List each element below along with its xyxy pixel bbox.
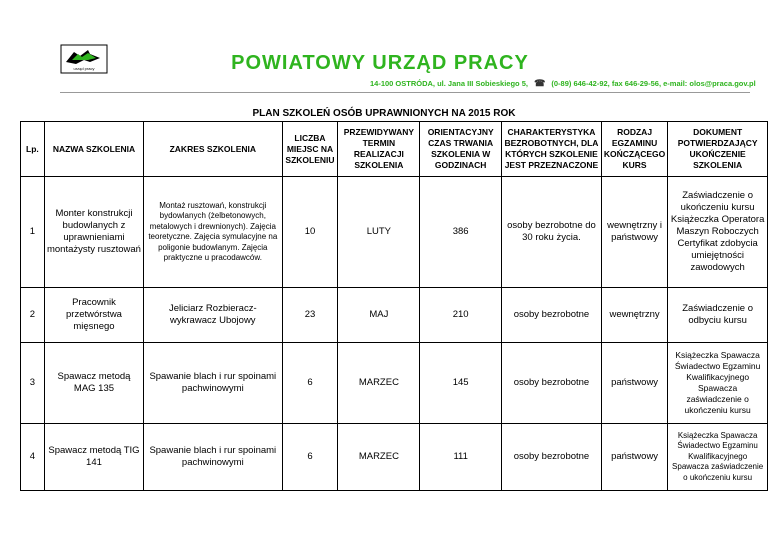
cell-document: Zaświadczenie o ukończeniu kursu Książeczka Operatora Maszyn Roboczych Certyfikat zdobycia umiejętności zawodowych — [668, 177, 768, 288]
cell-target: osoby bezrobotne do 30 roku życia. — [502, 177, 602, 288]
logo — [60, 44, 108, 74]
header-divider — [60, 92, 750, 93]
cell-scope: Spawanie blach i rur spoinami pachwinowymi — [144, 343, 282, 424]
cell-hours: 386 — [420, 177, 502, 288]
cell-hours: 145 — [420, 343, 502, 424]
cell-term: LUTY — [338, 177, 420, 288]
cell-target: osoby bezrobotne — [502, 343, 602, 424]
cell-term: MARZEC — [338, 343, 420, 424]
cell-name: Spawacz metodą TIG 141 — [44, 424, 143, 491]
address-text: 14-100 OSTRÓDA, ul. Jana III Sobieskiego 5, — [370, 79, 528, 88]
cell-places: 6 — [282, 343, 338, 424]
cell-places: 23 — [282, 288, 338, 343]
column-header: CHARAKTERYSTYKA BEZROBOTNYCH, DLA KTÓRYCH SZKOLENIE JEST PRZEZNACZONE — [502, 122, 602, 177]
cell-lp: 4 — [21, 424, 45, 491]
table-row — [21, 424, 768, 491]
svg-text:urząd pracy: urząd pracy — [73, 66, 95, 71]
cell-hours: 210 — [420, 288, 502, 343]
address-line — [370, 78, 756, 89]
cell-exam: wewnętrzny i państwowy — [601, 177, 667, 288]
column-header: NAZWA SZKOLENIA — [44, 122, 143, 177]
cell-lp: 2 — [21, 288, 45, 343]
cell-exam: wewnętrzny — [601, 288, 667, 343]
cell-document: Książeczka Spawacza Świadectwo Egzaminu Kwalifikacyjnego Spawacza zaświadczenie o ukończeniu kursu — [668, 343, 768, 424]
cell-name: Monter konstrukcji budowlanych z uprawnieniami montażysty rusztowań — [44, 177, 143, 288]
column-header: DOKUMENT POTWIERDZAJĄCY UKOŃCZENIE SZKOLENIA — [668, 122, 768, 177]
cell-target: osoby bezrobotne — [502, 288, 602, 343]
cell-exam: państwowy — [601, 343, 667, 424]
cell-document: Zaświadczenie o odbyciu kursu — [668, 288, 768, 343]
cell-scope: Jeliciarz Rozbieracz-wykrawacz Ubojowy — [144, 288, 282, 343]
table-row — [21, 343, 768, 424]
logo-icon — [60, 44, 108, 74]
column-header: ZAKRES SZKOLENIA — [144, 122, 282, 177]
document-title: PLAN SZKOLEŃ OSÓB UPRAWNIONYCH NA 2015 ROK — [252, 108, 516, 119]
cell-places: 10 — [282, 177, 338, 288]
cell-term: MARZEC — [338, 424, 420, 491]
training-plan-table — [20, 121, 768, 491]
phone-icon: ☎ — [534, 78, 546, 88]
cell-document: Książeczka Spawacza Świadectwo Egzaminu Kwalifikacyjnego Spawacza zaświadczenie o ukończeniu kursu — [668, 424, 768, 491]
cell-name: Pracownik przetwórstwa mięsnego — [44, 288, 143, 343]
cell-target: osoby bezrobotne — [502, 424, 602, 491]
column-header: PRZEWIDYWANY TERMIN REALIZACJI SZKOLENIA — [338, 122, 420, 177]
column-header: LICZBA MIEJSC NA SZKOLENIU — [282, 122, 338, 177]
cell-scope: Spawanie blach i rur spoinami pachwinowymi — [144, 424, 282, 491]
contact-text: (0-89) 646-42-92, fax 646-29-56, e-mail: olos@praca.gov.pl — [551, 79, 756, 88]
cell-name: Spawacz metodą MAG 135 — [44, 343, 143, 424]
cell-exam: państwowy — [601, 424, 667, 491]
cell-hours: 111 — [420, 424, 502, 491]
office-title: POWIATOWY URZĄD PRACY — [231, 52, 529, 74]
column-header: ORIENTACYJNY CZAS TRWANIA SZKOLENIA W GODZINACH — [420, 122, 502, 177]
table-row — [21, 288, 768, 343]
cell-scope: Montaż rusztowań, konstrukcji bydowlanych (żelbetonowych, metalowych i drewnionych). Zajęcia teoretyczne. Zajęcia symulacyjne na poligonie budowlanym. Zajęcia praktyczne u pracodawców. — [144, 177, 282, 288]
cell-places: 6 — [282, 424, 338, 491]
column-header: Lp. — [21, 122, 45, 177]
cell-term: MAJ — [338, 288, 420, 343]
cell-lp: 1 — [21, 177, 45, 288]
column-header: RODZAJ EGZAMINU KOŃCZĄCEGO KURS — [601, 122, 667, 177]
table-header-row — [21, 122, 768, 177]
table-row — [21, 177, 768, 288]
cell-lp: 3 — [21, 343, 45, 424]
